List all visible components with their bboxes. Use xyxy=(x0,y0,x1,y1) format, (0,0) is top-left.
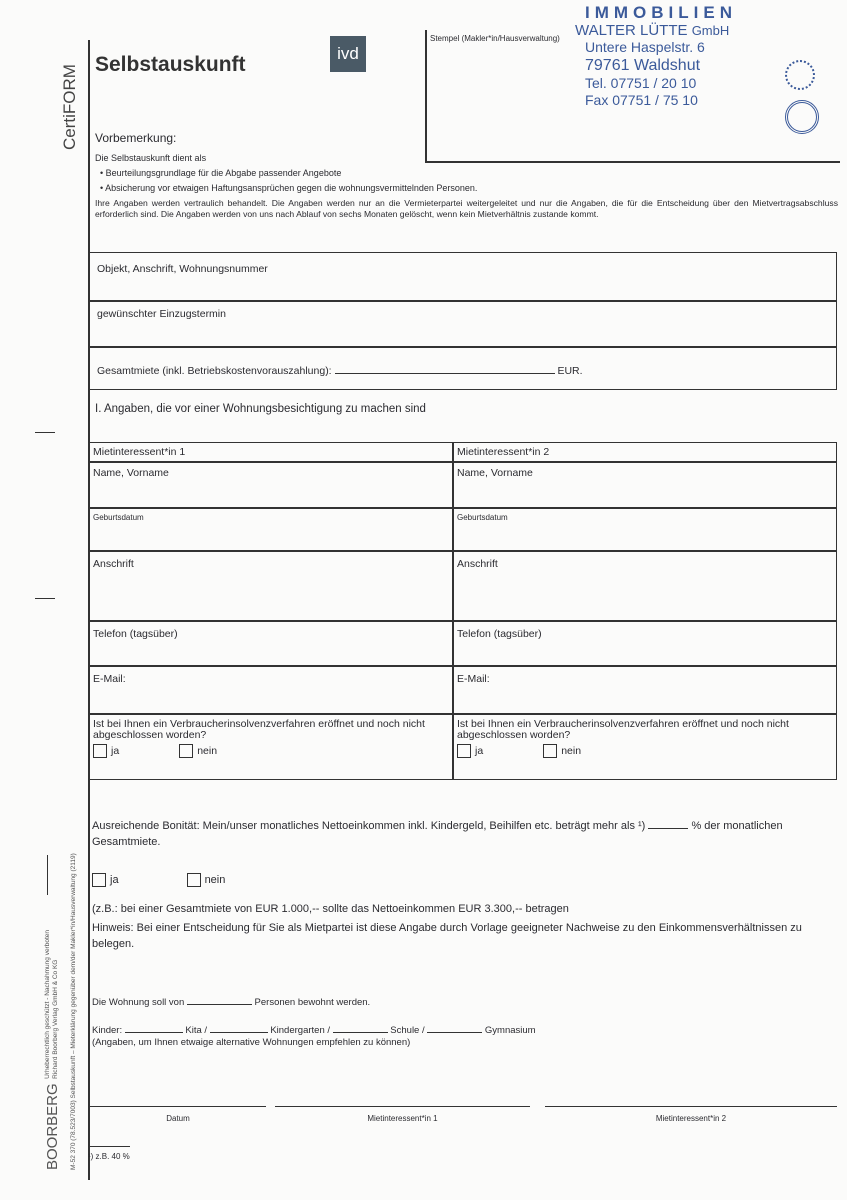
checkbox-label: ja xyxy=(110,873,119,886)
divider xyxy=(89,550,836,552)
credit-statement xyxy=(92,818,837,850)
kids-note: (Angaben, um Ihnen etwaige alternative Wohnungen empfehlen zu können) xyxy=(92,1037,411,1048)
stamp-line: IMMOBILIEN xyxy=(585,3,737,22)
kids-line xyxy=(92,1022,536,1037)
birthdate-field-1[interactable]: Geburtsdatum xyxy=(93,513,144,522)
footnote-rule xyxy=(88,1146,130,1147)
stamp-line: 79761 Waldshut xyxy=(585,57,701,74)
phone-field-1[interactable]: Telefon (tagsüber) xyxy=(93,628,178,640)
publisher-imprint xyxy=(44,853,80,1170)
kids-label: Gymnasium xyxy=(484,1025,536,1036)
intro-heading: Vorbemerkung: xyxy=(95,131,177,145)
stamp-seal-icon xyxy=(785,100,819,134)
insolvency-question-2 xyxy=(457,719,829,758)
credit-checkboxes xyxy=(92,873,225,887)
gymnasium-blank[interactable] xyxy=(427,1022,482,1033)
signature-line-date[interactable] xyxy=(90,1106,266,1107)
divider xyxy=(89,346,836,348)
email-field-1[interactable]: E-Mail: xyxy=(93,673,126,685)
column-header-2: Mietinteressent*in 2 xyxy=(457,446,550,458)
birthdate-field-2[interactable]: Geburtsdatum xyxy=(457,513,508,522)
divider xyxy=(89,461,836,463)
signature-label: Datum xyxy=(166,1114,190,1123)
publisher-line: M-52 370 (78.523/7003) Selbstauskunft – Mieterklärung gegenüber dem/der Makler*in/Hausverwaltung (2119) xyxy=(70,853,77,1170)
publisher-line: Richard Boorberg Verlag GmbH & Co KG xyxy=(52,959,59,1079)
address-field-1[interactable]: Anschrift xyxy=(93,558,134,570)
stamp-box-left xyxy=(425,30,427,162)
intro-bullet: • Absicherung vor etwaigen Haftungsansprüchen gegen die wohnungsvermittelnden Personen. xyxy=(100,183,478,193)
checkbox-label: nein xyxy=(204,873,226,886)
ivd-logo-text: ivd xyxy=(337,44,359,63)
checkbox-label: ja xyxy=(111,744,120,757)
kids-label: Kinder: xyxy=(92,1025,123,1036)
certiform-logo xyxy=(60,64,80,150)
fold-mark xyxy=(35,432,55,433)
credit-text: Ausreichende Bonität: Mein/unser monatliches Nettoeinkommen inkl. Kindergeld, Beihilfen etc. beträgt mehr als ¹) xyxy=(92,820,646,832)
divider xyxy=(89,300,836,302)
intro-lead: Die Selbstauskunft dient als xyxy=(95,153,207,163)
address-field-2[interactable]: Anschrift xyxy=(457,558,498,570)
kita-blank[interactable] xyxy=(125,1022,183,1033)
company-stamp xyxy=(575,3,737,109)
email-field-2[interactable]: E-Mail: xyxy=(457,673,490,685)
checkbox-label: nein xyxy=(197,744,218,757)
question-text: Ist bei Ihnen ein Verbraucherinsolvenzverfahren eröffnet und noch nicht abgeschlossen worden? xyxy=(457,718,789,741)
checkbox-ja[interactable] xyxy=(457,744,471,758)
fold-mark xyxy=(35,598,55,599)
insolvency-question-1 xyxy=(93,719,445,758)
divider xyxy=(89,665,836,667)
persons-text: Personen bewohnt werden. xyxy=(254,997,371,1008)
question-text: Ist bei Ihnen ein Verbraucherinsolvenzverfahren eröffnet und noch nicht abgeschlossen worden? xyxy=(93,718,425,741)
rent-blank[interactable] xyxy=(335,363,555,374)
currency-label: EUR. xyxy=(557,365,583,377)
rent-field[interactable] xyxy=(97,363,583,377)
column-divider xyxy=(452,443,454,779)
stamp-line: Fax 07751 / 75 10 xyxy=(585,92,698,108)
publisher-line: Urheberrechtlich geschützt - Nachahmung verboten xyxy=(44,930,51,1079)
stamp-label: Stempel (Makler*in/Hausverwaltung) xyxy=(430,34,560,43)
name-field-1[interactable]: Name, Vorname xyxy=(93,467,169,479)
kindergarten-blank[interactable] xyxy=(210,1022,268,1033)
divider xyxy=(89,507,836,509)
signature-label: Mietinteressent*in 1 xyxy=(367,1114,438,1123)
footnote: ¹) z.B. 40 % xyxy=(88,1152,130,1161)
phone-field-2[interactable]: Telefon (tagsüber) xyxy=(457,628,542,640)
stamp-line: Untere Haspelstr. 6 xyxy=(585,39,705,55)
stamp-line: WALTER LÜTTE xyxy=(575,22,688,39)
object-box xyxy=(88,252,837,390)
publisher-logo: BOORBERG xyxy=(44,1083,61,1170)
stamp-line: Tel. 07751 / 20 10 xyxy=(585,75,697,91)
persons-line xyxy=(92,994,370,1009)
checkbox-nein[interactable] xyxy=(543,744,557,758)
section-heading: I. Angaben, die vor einer Wohnungsbesichtigung zu machen sind xyxy=(95,403,426,415)
object-field[interactable]: Objekt, Anschrift, Wohnungsnummer xyxy=(97,263,268,275)
applicant-table xyxy=(88,442,837,780)
signature-label: Mietinteressent*in 2 xyxy=(655,1114,727,1123)
rent-label: Gesamtmiete (inkl. Betriebskostenvorauszahlung): xyxy=(97,365,332,377)
stamp-seal-icon xyxy=(785,60,815,90)
credit-hint: Hinweis: Bei einer Entscheidung für Sie als Mietpartei ist diese Angabe durch Vorlage geeigneter Nachweise zu den Einkommensverhältnissen zu belegen. xyxy=(92,922,802,950)
schule-blank[interactable] xyxy=(333,1022,388,1033)
credit-example: (z.B.: bei einer Gesamtmiete von EUR 1.000,-- sollte das Nettoeinkommen EUR 3.300,-- betragen xyxy=(92,903,569,915)
persons-blank[interactable] xyxy=(187,994,252,1005)
bullet-text: Absicherung vor etwaigen Haftungsansprüchen gegen die wohnungsvermittelnden Personen. xyxy=(105,183,478,193)
checkbox-label: ja xyxy=(475,744,484,757)
kids-label: Schule / xyxy=(390,1025,425,1036)
column-header-1: Mietinteressent*in 1 xyxy=(93,446,186,458)
stamp-box-bottom xyxy=(425,161,840,163)
stamp-line: GmbH xyxy=(691,23,730,38)
certiform-text: CertiFORM xyxy=(60,64,79,150)
divider xyxy=(89,713,836,715)
percent-blank[interactable] xyxy=(648,818,688,829)
bullet-text: Beurteilungsgrundlage für die Abgabe passender Angebote xyxy=(105,168,342,178)
persons-text: Die Wohnung soll von xyxy=(92,997,185,1008)
checkbox-label: nein xyxy=(561,744,582,757)
page-title: Selbstauskunft xyxy=(95,53,246,76)
kids-label: Kita / xyxy=(185,1025,208,1036)
signature-line-1[interactable] xyxy=(275,1106,530,1107)
credit-text: % der monatlichen Gesamtmiete. xyxy=(92,820,783,848)
intro-bullet: • Beurteilungsgrundlage für die Abgabe passender Angebote xyxy=(100,168,342,178)
signature-line-2[interactable] xyxy=(545,1106,837,1107)
name-field-2[interactable]: Name, Vorname xyxy=(457,467,533,479)
checkbox-nein[interactable] xyxy=(187,873,201,887)
kids-label: Kindergarten / xyxy=(270,1025,331,1036)
divider xyxy=(89,620,836,622)
move-in-field[interactable]: gewünschter Einzugstermin xyxy=(97,308,226,320)
ivd-logo xyxy=(330,36,366,72)
intro-paragraph: Ihre Angaben werden vertraulich behandelt. Die Angaben werden nur an die Vermieterpartei weitergeleitet und nur die Angaben, die für die Entscheidung über den Mietvertragsabschluss erforderlich sind. Die Angaben werden von uns nach Ablauf von sechs Monaten gelöscht, wenn kein Mietverhältnis zustande kommt. xyxy=(95,198,838,219)
checkbox-ja[interactable] xyxy=(92,873,106,887)
checkbox-nein[interactable] xyxy=(179,744,193,758)
checkbox-ja[interactable] xyxy=(93,744,107,758)
